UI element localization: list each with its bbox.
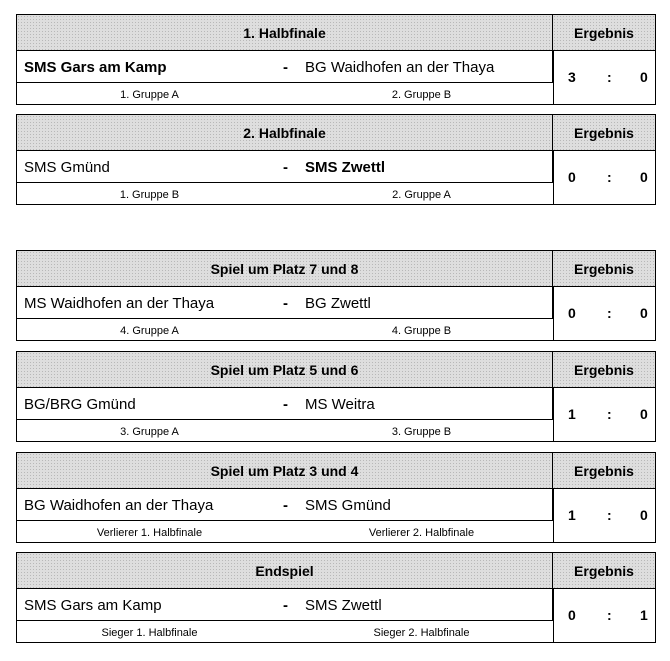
seeding-row: [16, 183, 553, 205]
match-title: 1. Halbfinale: [16, 14, 553, 51]
match-title: Spiel um Platz 3 und 4: [16, 452, 553, 489]
seed-2: 4. Gruppe B: [391, 325, 452, 337]
team-2: SMS Zwettl: [305, 597, 382, 614]
result-header: Ergebnis: [553, 552, 656, 589]
seed-2: Verlierer 2. Halbfinale: [368, 527, 475, 539]
match-title: Spiel um Platz 5 und 6: [16, 351, 553, 388]
score-colon: :: [607, 305, 612, 321]
separator-dash: -: [283, 59, 288, 76]
score-colon: :: [607, 406, 612, 422]
score-colon: :: [607, 169, 612, 185]
teams-row: [16, 286, 553, 319]
result-header: Ergebnis: [553, 14, 656, 51]
score-cell: [553, 50, 656, 105]
team-1: SMS Gars am Kamp: [24, 597, 162, 614]
seeding-row: [16, 621, 553, 643]
teams-row: [16, 588, 553, 621]
team-1: BG/BRG Gmünd: [24, 396, 136, 413]
separator-dash: -: [283, 497, 288, 514]
team-1: SMS Gmünd: [24, 159, 110, 176]
seed-2: Sieger 2. Halbfinale: [373, 627, 470, 639]
separator-dash: -: [283, 597, 288, 614]
seed-1: 3. Gruppe A: [120, 426, 179, 438]
score-team-1: 0: [568, 169, 576, 185]
seeding-row: [16, 521, 553, 543]
seed-1: 4. Gruppe A: [120, 325, 179, 337]
score-team-2: 0: [640, 507, 648, 523]
team-1: SMS Gars am Kamp: [24, 59, 167, 76]
score-cell: [553, 286, 656, 341]
score-team-2: 0: [640, 69, 648, 85]
seed-1: Verlierer 1. Halbfinale: [96, 527, 203, 539]
teams-row: [16, 50, 553, 83]
score-team-2: 1: [640, 607, 648, 623]
score-colon: :: [607, 69, 612, 85]
score-team-1: 0: [568, 305, 576, 321]
seed-2: 2. Gruppe B: [391, 89, 452, 101]
score-colon: :: [607, 607, 612, 623]
result-header: Ergebnis: [553, 250, 656, 287]
result-header: Ergebnis: [553, 114, 656, 151]
team-1: MS Waidhofen an der Thaya: [24, 295, 215, 312]
score-team-1: 1: [568, 406, 576, 422]
team-2: MS Weitra: [305, 396, 375, 413]
result-header: Ergebnis: [553, 351, 656, 388]
separator-dash: -: [283, 159, 288, 176]
team-1: BG Waidhofen an der Thaya: [24, 497, 214, 514]
score-cell: [553, 588, 656, 643]
seeding-row: [16, 83, 553, 105]
seed-2: 3. Gruppe B: [391, 426, 452, 438]
team-2: SMS Zwettl: [305, 159, 386, 176]
match-title: 2. Halbfinale: [16, 114, 553, 151]
score-team-2: 0: [640, 305, 648, 321]
separator-dash: -: [283, 396, 288, 413]
match-title: Endspiel: [16, 552, 553, 589]
seed-1: Sieger 1. Halbfinale: [101, 627, 198, 639]
teams-row: [16, 488, 553, 521]
seed-2: 2. Gruppe A: [392, 189, 451, 201]
score-team-2: 0: [640, 406, 648, 422]
team-2: SMS Gmünd: [305, 497, 391, 514]
teams-row: [16, 150, 553, 183]
seed-1: 1. Gruppe B: [119, 189, 180, 201]
score-team-1: 0: [568, 607, 576, 623]
score-team-2: 0: [640, 169, 648, 185]
seeding-row: [16, 420, 553, 442]
score-cell: [553, 150, 656, 205]
teams-row: [16, 387, 553, 420]
team-2: BG Waidhofen an der Thaya: [305, 59, 495, 76]
result-header: Ergebnis: [553, 452, 656, 489]
separator-dash: -: [283, 295, 288, 312]
team-2: BG Zwettl: [305, 295, 371, 312]
score-cell: [553, 488, 656, 543]
score-colon: :: [607, 507, 612, 523]
score-cell: [553, 387, 656, 442]
score-team-1: 3: [568, 69, 576, 85]
score-team-1: 1: [568, 507, 576, 523]
match-title: Spiel um Platz 7 und 8: [16, 250, 553, 287]
seeding-row: [16, 319, 553, 341]
seed-1: 1. Gruppe A: [120, 89, 179, 101]
